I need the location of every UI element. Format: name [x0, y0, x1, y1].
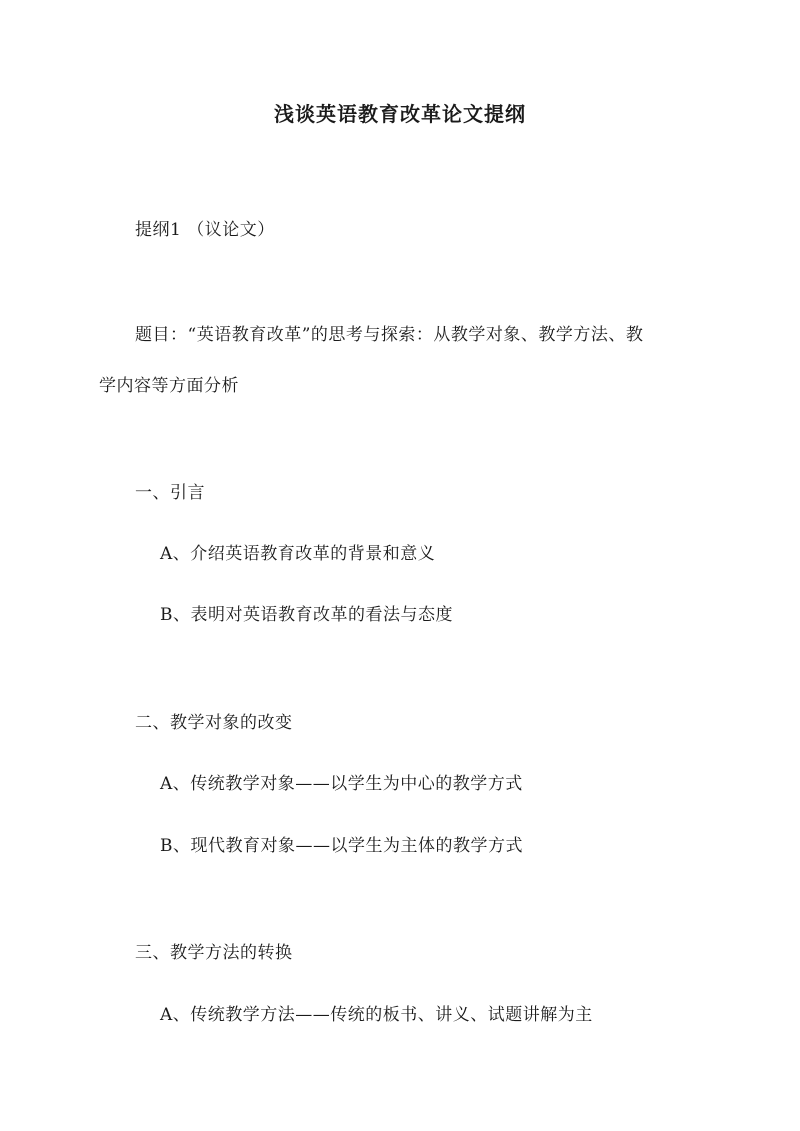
topic-line-2: 学内容等方面分析	[99, 376, 239, 396]
outline-label: 提纲1 （议论文）	[135, 220, 275, 240]
section-1-item-a: A、介绍英语教育改革的背景和意义	[160, 544, 436, 564]
section-heading-2: 二、教学对象的改变	[135, 713, 293, 733]
section-1-item-b: B、表明对英语教育改革的看法与态度	[160, 605, 453, 625]
document-title: 浅谈英语教育改革论文提纲	[274, 102, 526, 126]
section-heading-3: 三、教学方法的转换	[135, 943, 293, 963]
topic-line-1: 题目：“英语教育改革”的思考与探索：从教学对象、教学方法、教	[135, 325, 644, 345]
section-2-item-a: A、传统教学对象——以学生为中心的教学方式	[160, 774, 523, 794]
section-2-item-b: B、现代教育对象——以学生为主体的教学方式	[160, 836, 523, 856]
section-heading-1: 一、引言	[135, 483, 205, 503]
section-3-item-a: A、传统教学方法——传统的板书、讲义、试题讲解为主	[160, 1005, 593, 1025]
